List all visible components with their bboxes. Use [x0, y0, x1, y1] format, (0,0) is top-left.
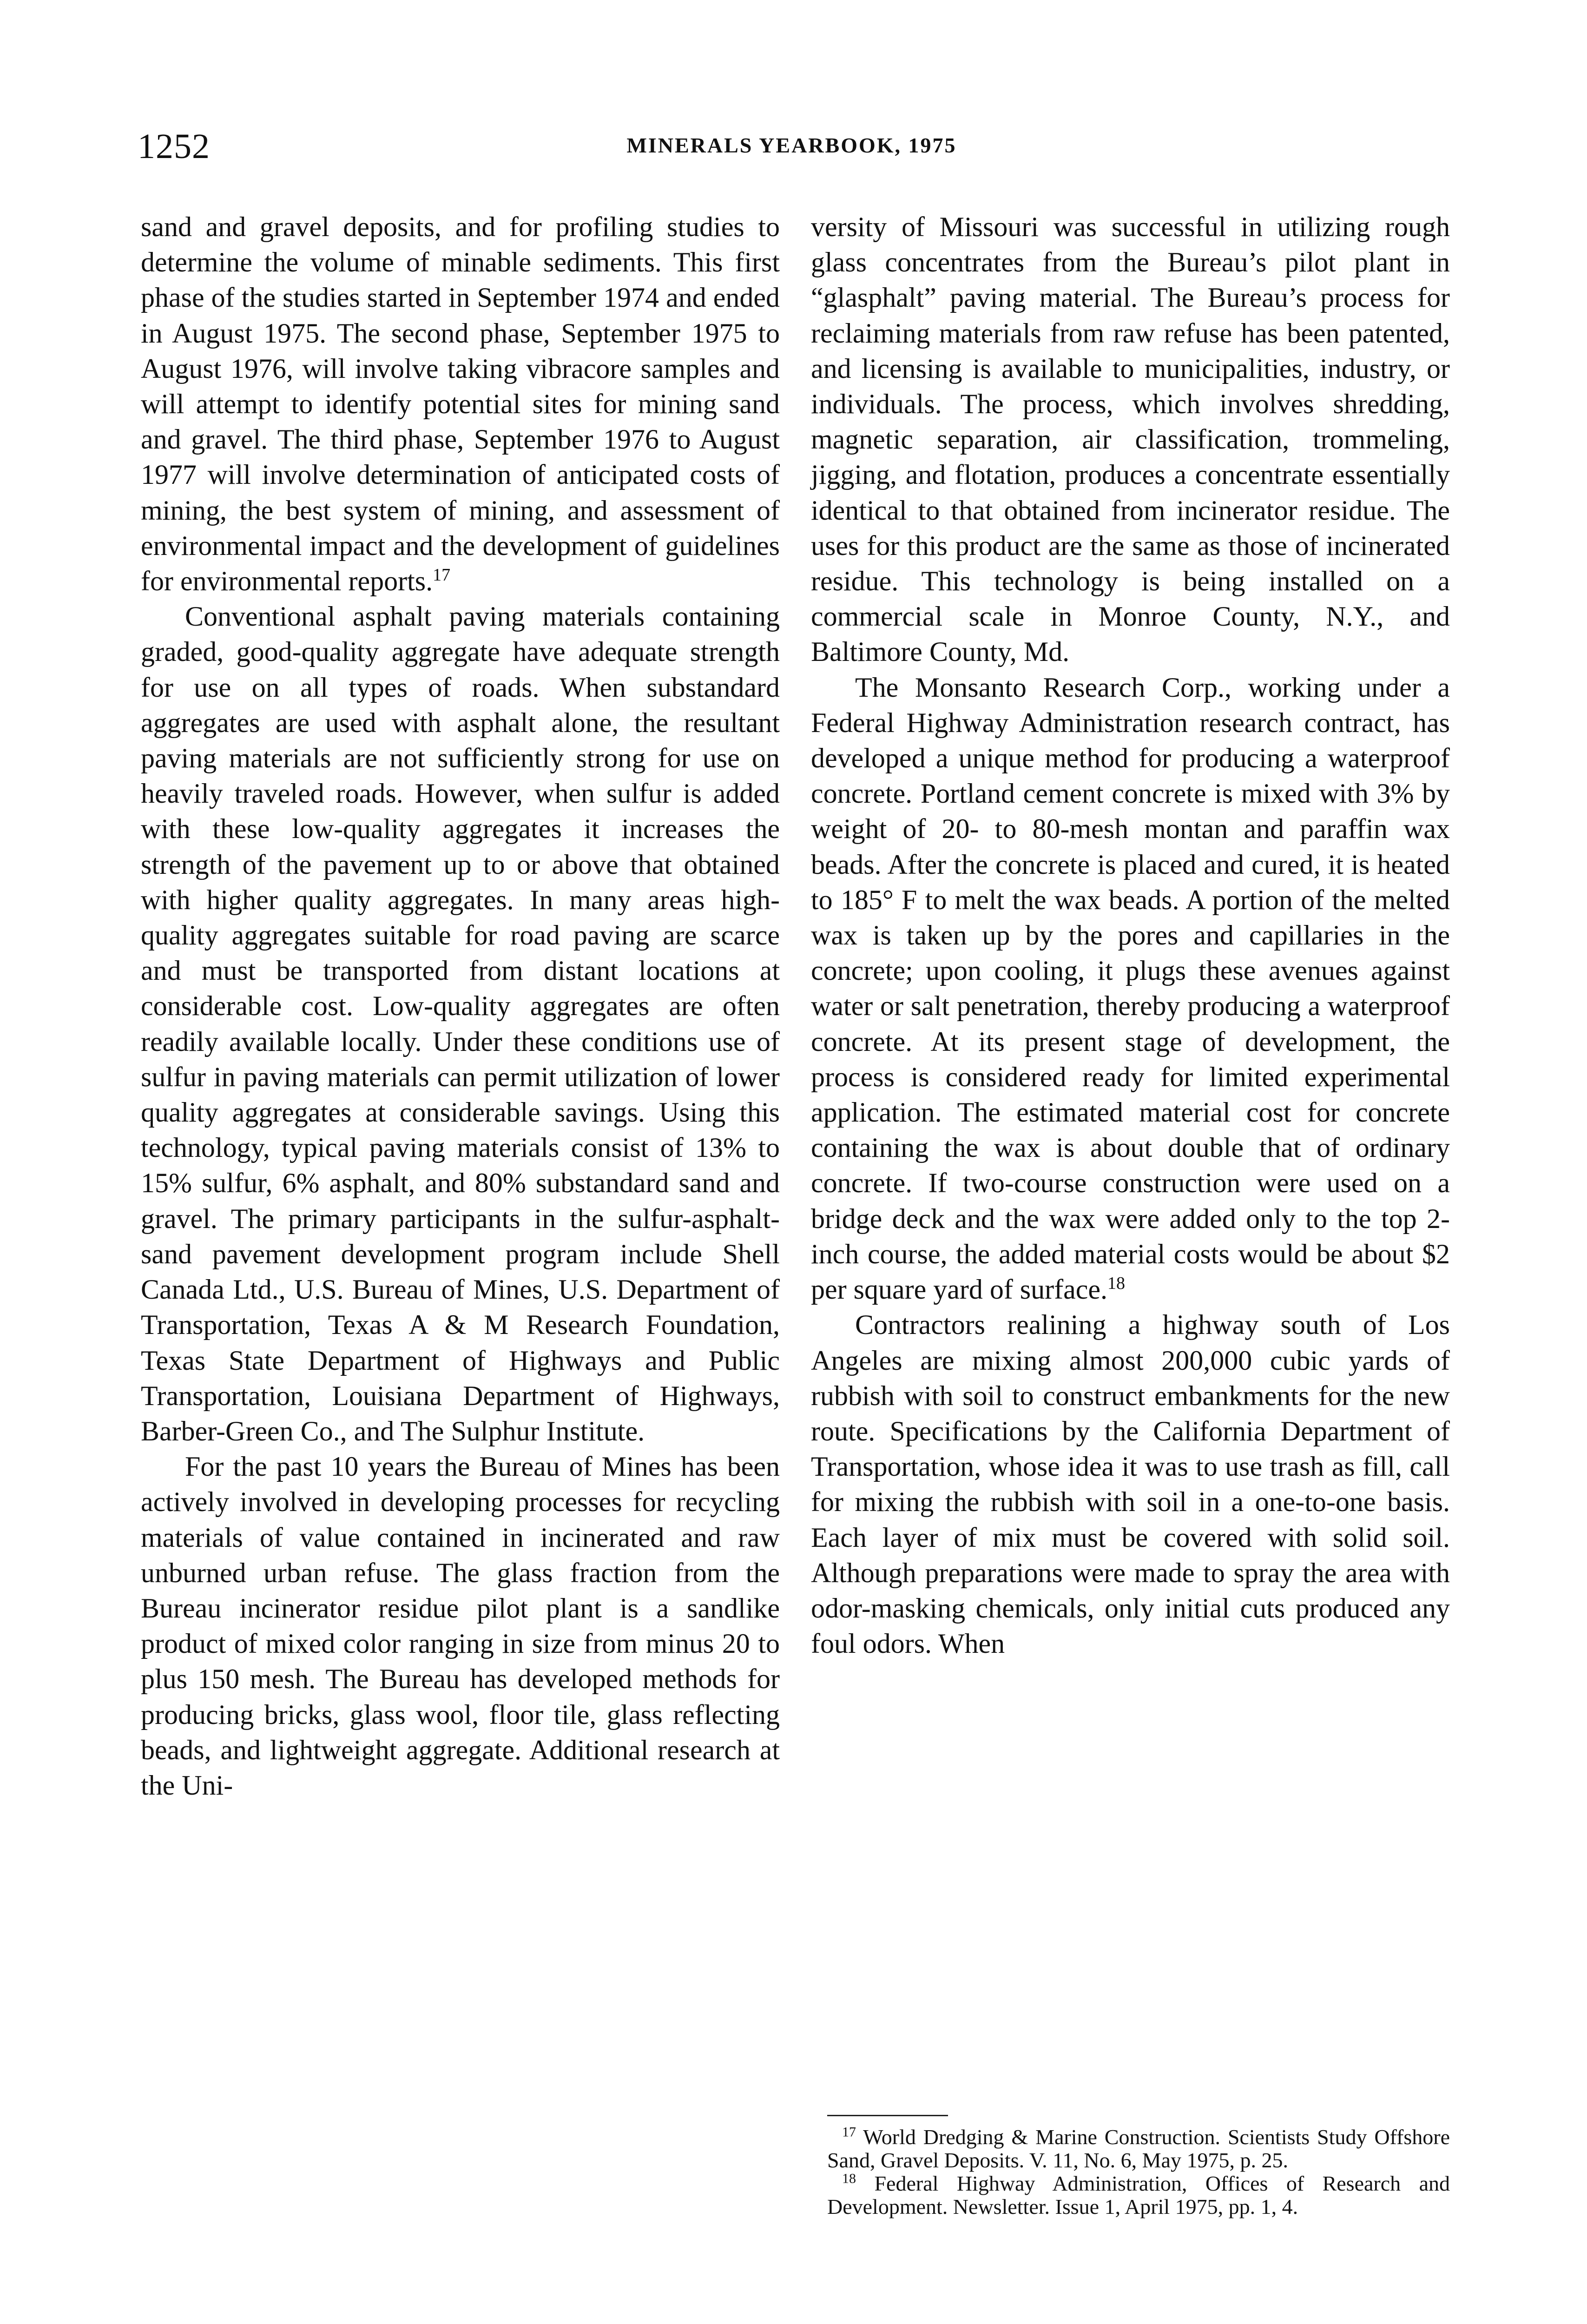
paragraph-text: sand and gravel deposits, and for profiling studies to determine the volume of minable sediments. This first phase of the studies started in September 1974 and ended in August 1975. The second phase, September 1975 to August 1976, will involve taking vibracore samples and will attempt to identify potential sites for mining sand and gravel. The third phase, September 1976 to August 1977 will involve determination of anticipated costs of mining, the best system of mining, and assessment of environmental impact and the development of guidelines for environmental reports.	[141, 211, 780, 597]
paragraph-rubbish-embankments: Contractors realining a highway south of Los Angeles are mixing almost 200,000 cubic yards of rubbish with soil to construct embankments for the new route. Specifications by the California Department of Transportation, whose idea it was to use trash as fill, call for mixing the rubbish with soil in a one-to-one basis. Each layer of mix must be covered with solid soil. Although preparations were made to spray the area with odor-masking chemicals, only initial cuts produced any foul odors. When	[811, 1309, 1450, 1659]
footnote-reference-18: 18	[1107, 1274, 1125, 1294]
paragraph-offshore-studies	[141, 209, 780, 599]
footnotes	[827, 2126, 1450, 2218]
footnote-18	[827, 2172, 1450, 2218]
footnote-divider	[827, 2115, 948, 2116]
right-column	[811, 209, 1450, 1661]
page-number: 1252	[138, 127, 210, 166]
footnote-17	[827, 2126, 1450, 2172]
page-header	[138, 125, 1446, 167]
paragraph-sulfur-asphalt: Conventional asphalt paving materials containing graded, good-quality aggregate have adequate strength for use on all types of roads. When substandard aggregates are used with asphalt alone, the resultant paving materials are not sufficiently strong for use on heavily traveled roads. However, when sulfur is added with these low-quality aggregates it increases the strength of the pavement up to or above that obtained with higher quality aggregates. In many areas high-quality aggregates suitable for road paving are scarce and must be transported from distant locations at considerable cost. Low-quality aggregates are often readily available locally. Under these conditions use of sulfur in paving materials can permit utilization of lower quality aggregates at considerable savings. Using this technology, typical paving materials consist of 13% to 15% sulfur, 6% asphalt, and 80% substandard sand and gravel. The primary participants in the sulfur-asphalt-sand pavement development program include Shell Canada Ltd., U.S. Bureau of Mines, U.S. Department of Transportation, Texas A & M Research Foundation, Texas State Department of Highways and Public Transportation, Louisiana Department of Highways, Barber-Green Co., and The Sulphur Institute.	[141, 601, 780, 1446]
footnote-mark: 18	[842, 2171, 856, 2186]
footnote-text: Federal Highway Administration, Offices of Research and Development. Newsletter. Issue 1, April 1975, pp. 1, 4.	[827, 2172, 1450, 2218]
left-column	[141, 209, 780, 1803]
footnote-mark: 17	[842, 2124, 856, 2140]
running-head: MINERALS YEARBOOK, 1975	[626, 133, 957, 157]
footnote-text: World Dredging & Marine Construction. Scientists Study Offshore Sand, Gravel Deposits. V. 11, No. 6, May 1975, p. 25.	[827, 2125, 1450, 2172]
paragraph-waterproof-concrete	[811, 670, 1450, 1307]
paragraph-glasphalt: versity of Missouri was successful in utilizing rough glass concentrates from the Bureau’s pilot plant in “glasphalt” paving material. The Bureau’s process for reclaiming materials from raw refuse has been patented, and licensing is available to municipalities, industry, or individuals. The process, which involves shredding, magnetic separation, air classification, trommeling, jigging, and flotation, produces a concentrate essentially identical to that obtained from incinerator residue. The uses for this product are the same as those of incinerated residue. This technology is being installed on a commercial scale in Monroe County, N.Y., and Baltimore County, Md.	[811, 211, 1450, 667]
paragraph-text: The Monsanto Research Corp., working under a Federal Highway Administration research contract, has developed a unique method for producing a waterproof concrete. Portland cement concrete is mixed with 3% by weight of 20- to 80-mesh montan and paraffin wax beads. After the concrete is placed and cured, it is heated to 185° F to melt the wax beads. A portion of the melted wax is taken up by the pores and capillaries in the concrete; upon cooling, it plugs these avenues against water or salt penetration, thereby producing a waterproof concrete. At its present stage of development, the process is considered ready for limited experimental application. The estimated material cost for concrete containing the wax is about double that of ordinary concrete. If two-course construction were used on a bridge deck and the wax were added only to the top 2-inch course, the added material costs would be about $2 per square yard of surface.	[811, 672, 1450, 1305]
paragraph-refuse-recycling: For the past 10 years the Bureau of Mines has been actively involved in developing processes for recycling materials of value contained in incinerated and raw unburned urban refuse. The glass fraction from the Bureau incinerator residue pilot plant is a sandlike product of mixed color ranging in size from minus 20 to plus 150 mesh. The Bureau has developed methods for producing bricks, glass wool, floor tile, glass reflecting beads, and lightweight aggregate. Additional research at the Uni-	[141, 1451, 780, 1801]
footnote-reference-17: 17	[433, 565, 451, 585]
